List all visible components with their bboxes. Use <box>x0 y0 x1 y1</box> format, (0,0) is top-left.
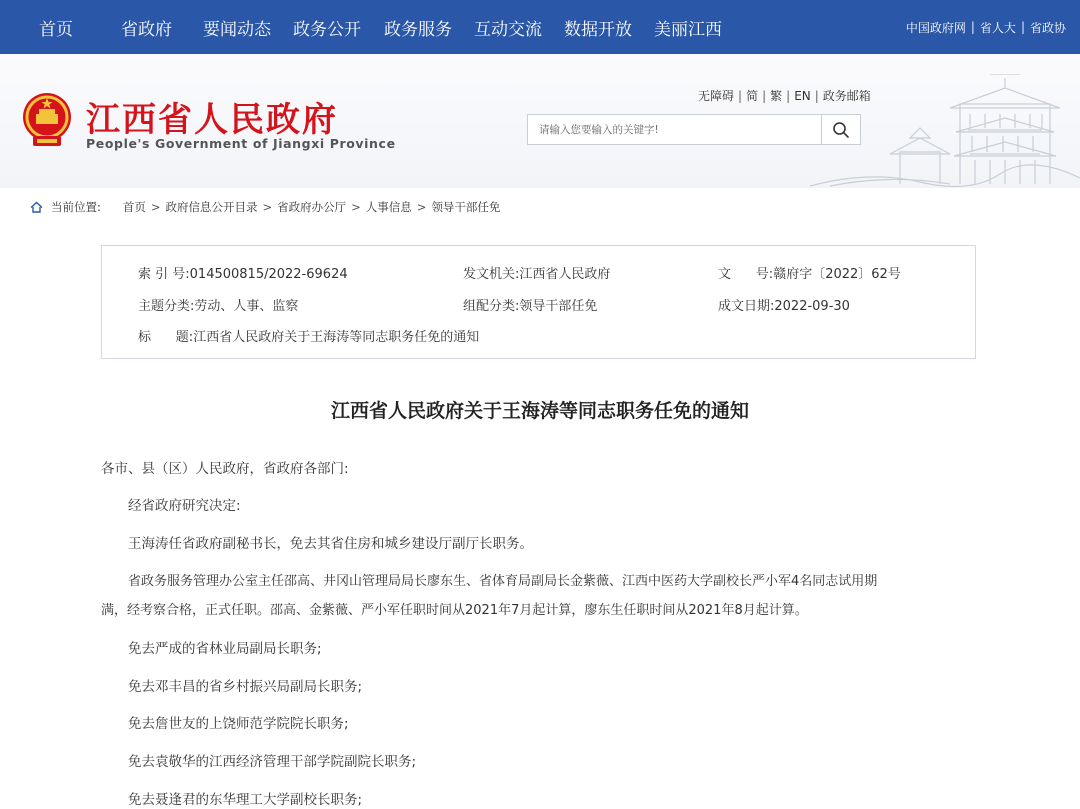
breadcrumb-general-office[interactable]: 省政府办公厅 <box>277 200 347 214</box>
meta-category-value: 领导干部任免 <box>519 299 598 314</box>
nav-government-affairs-public[interactable]: 政务公开 <box>293 19 361 40</box>
breadcrumb <box>30 199 500 215</box>
document-metadata-box <box>101 245 976 359</box>
link-provincial-congress[interactable]: 省人大 <box>979 20 1016 35</box>
meta-topic <box>138 295 298 314</box>
meta-date-label: 成文日期: <box>718 299 775 314</box>
breadcrumb-leader-appointments[interactable]: 领导干部任免 <box>431 200 501 214</box>
article-salutation: 各市、县（区）人民政府，省政府各部门: <box>101 461 349 477</box>
meta-category <box>463 295 597 314</box>
separator: | <box>786 89 791 103</box>
meta-index-number <box>138 263 348 282</box>
link-provincial-cppcc[interactable]: 省政协 <box>1029 20 1066 35</box>
english-link[interactable]: EN <box>794 89 811 103</box>
separator: | <box>1020 20 1025 34</box>
link-china-government[interactable]: 中国政府网 <box>905 20 966 35</box>
article-paragraph: 免去詹世友的上饶师范学院院长职务; <box>128 716 349 732</box>
government-mailbox-link[interactable]: 政务邮箱 <box>822 89 871 103</box>
meta-category-label: 组配分类: <box>463 299 520 314</box>
search-input[interactable] <box>528 115 821 144</box>
national-emblem-icon <box>19 90 75 150</box>
separator: | <box>814 89 819 103</box>
breadcrumb-home[interactable]: 首页 <box>122 200 146 214</box>
meta-docno-label: 文 号: <box>718 267 774 282</box>
simplified-chinese-link[interactable]: 简 <box>746 89 759 103</box>
nav-home[interactable]: 首页 <box>39 19 73 40</box>
meta-date-value: 2022-09-30 <box>774 299 850 314</box>
nav-interaction[interactable]: 互动交流 <box>474 19 542 40</box>
nav-beautiful-jiangxi[interactable]: 美丽江西 <box>654 19 722 40</box>
breadcrumb-separator: > <box>351 200 361 214</box>
article-paragraph: 经省政府研究决定: <box>128 498 241 514</box>
site-subtitle: People's Government of Jiangxi Province <box>86 136 396 151</box>
meta-topic-label: 主题分类: <box>138 299 195 314</box>
article-paragraph: 省政务服务管理办公室主任邵高、井冈山管理局局长廖东生、省体育局副局长金紫薇、江西中医药大学副校长严小军4名同志试用期 <box>128 574 878 589</box>
meta-issuer <box>463 263 610 282</box>
nav-open-data[interactable]: 数据开放 <box>564 19 632 40</box>
article-paragraph: 免去聂逢君的东华理工大学副校长职务; <box>128 792 363 808</box>
meta-topic-value: 劳动、人事、监察 <box>194 299 299 314</box>
nav-provincial-government[interactable]: 省政府 <box>121 19 172 40</box>
meta-date <box>718 295 850 314</box>
article-paragraph: 王海涛任省政府副秘书长，免去其省住房和城乡建设厅副厅长职务。 <box>128 536 533 552</box>
top-navigation-bar <box>0 0 1080 54</box>
accessibility-link[interactable]: 无障碍 <box>698 89 735 103</box>
article-paragraph: 免去邓丰昌的省乡村振兴局副局长职务; <box>128 679 363 695</box>
breadcrumb-personnel-info[interactable]: 人事信息 <box>365 200 412 214</box>
meta-issuer-value: 江西省人民政府 <box>519 267 611 282</box>
meta-docno-value: 赣府字〔2022〕62号 <box>773 267 901 282</box>
meta-document-number <box>718 263 901 282</box>
external-links <box>906 0 1066 54</box>
separator: | <box>970 20 975 34</box>
article-paragraph: 免去严成的省林业局副局长职务; <box>128 641 322 657</box>
breadcrumb-separator: > <box>416 200 427 214</box>
article-title: 江西省人民政府关于王海涛等同志职务任免的通知 <box>330 400 749 422</box>
search-button[interactable] <box>821 115 860 144</box>
breadcrumb-separator: > <box>150 200 161 214</box>
article-paragraph: 免去袁敬华的江西经济管理干部学院副院长职务; <box>128 754 417 770</box>
nav-news[interactable]: 要闻动态 <box>203 19 271 40</box>
meta-title <box>138 326 479 345</box>
site-title: 江西省人民政府 <box>86 100 338 140</box>
home-icon <box>30 201 43 213</box>
meta-index-label: 索 引 号: <box>138 267 190 282</box>
nav-government-services[interactable]: 政务服务 <box>384 19 452 40</box>
breadcrumb-label: 当前位置: <box>51 200 101 214</box>
meta-title-label: 标 题: <box>138 330 194 345</box>
separator: | <box>762 89 767 103</box>
meta-issuer-label: 发文机关: <box>463 267 520 282</box>
article-paragraph-continued: 满，经考察合格，正式任职。邵高、金紫薇、严小军任职时间从2021年7月起计算，廖东生任职时间从2021年8月起计算。 <box>101 603 808 618</box>
separator: | <box>738 89 743 103</box>
traditional-chinese-link[interactable]: 繁 <box>770 89 783 103</box>
breadcrumb-separator: > <box>262 200 273 214</box>
search-icon <box>832 121 850 139</box>
meta-title-value: 江西省人民政府关于王海涛等同志职务任免的通知 <box>193 330 480 345</box>
meta-index-value: 014500815/2022-69624 <box>189 267 348 282</box>
search-box <box>527 114 861 145</box>
breadcrumb-info-catalog[interactable]: 政府信息公开目录 <box>165 200 258 214</box>
